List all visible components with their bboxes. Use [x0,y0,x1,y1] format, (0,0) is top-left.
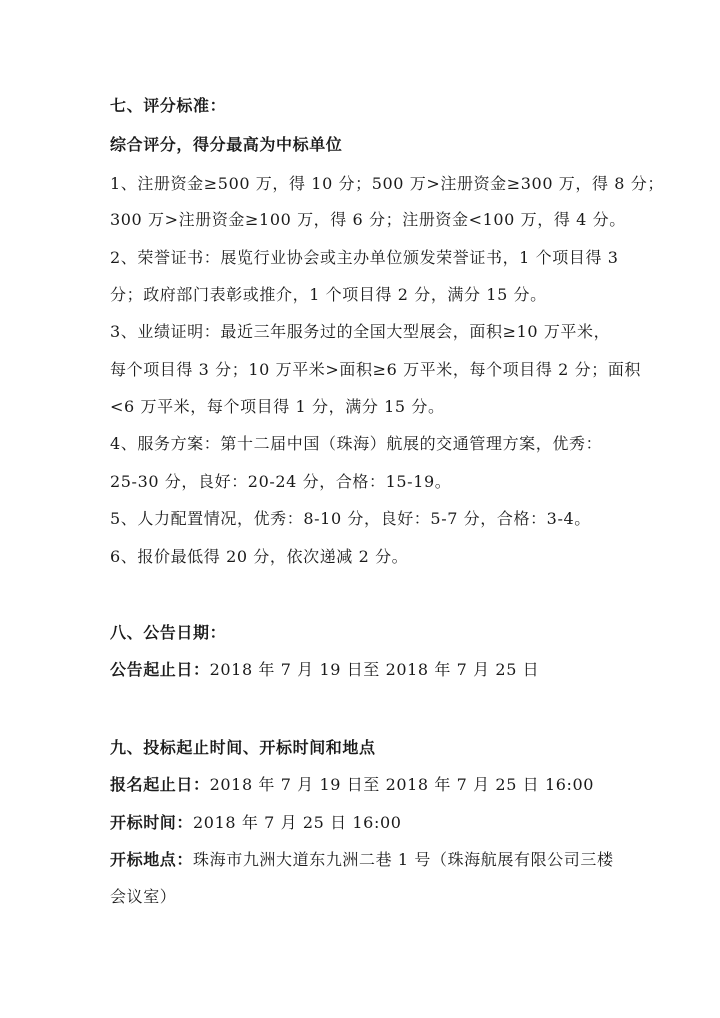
scoring-line-6: 每个项目得 3 分；10 万平米>面积≥6 万平米，每个项目得 2 分；面积 [110,360,642,379]
scoring-line-11: 6、报价最低得 20 分，依次递减 2 分。 [110,547,409,566]
scoring-line-10: 5、人力配置情况，优秀：8-10 分，良好：5-7 分，合格：3-4。 [110,509,591,528]
section-8-heading: 八、公告日期： [110,623,227,642]
scoring-line-5: 3、业绩证明：最近三年服务过的全国大型展会，面积≥10 万平米， [110,322,611,341]
bid-opening-time-label: 开标时间： [110,813,194,832]
section-7-subheading: 综合评分，得分最高为中标单位 [110,135,343,154]
bid-opening-time [110,813,402,833]
scoring-line-7: <6 万平米，每个项目得 1 分，满分 15 分。 [110,397,445,416]
scoring-line-2: 300 万>注册资金≥100 万，得 6 分；注册资金<100 万，得 4 分。 [110,210,626,229]
bid-opening-location-value: 珠海市九洲大道东九洲二巷 1 号（珠海航展有限公司三楼 [193,850,614,869]
section-7-heading: 七、评分标准： [110,96,227,115]
scoring-line-4: 分；政府部门表彰或推介，1 个项目得 2 分，满分 15 分。 [110,285,547,304]
bid-opening-location-label: 开标地点： [110,850,194,869]
scoring-line-3: 2、荣誉证书：展览行业协会或主办单位颁发荣誉证书，1 个项目得 3 [110,248,619,267]
bid-opening-time-value: 2018 年 7 月 25 日 16:00 [193,813,402,832]
announcement-period [110,660,539,680]
registration-period-value: 2018 年 7 月 19 日至 2018 年 7 月 25 日 16:00 [209,775,595,794]
bid-opening-location [110,850,614,870]
registration-period-label: 报名起止日： [110,775,210,794]
registration-period [110,775,594,795]
bid-opening-location-continued: 会议室） [110,887,177,906]
announcement-period-value: 2018 年 7 月 19 日至 2018 年 7 月 25 日 [209,660,540,679]
scoring-line-9: 25-30 分，良好：20-24 分，合格：15-19。 [110,472,452,491]
announcement-period-label: 公告起止日： [110,660,210,679]
section-9-heading: 九、投标起止时间、开标时间和地点 [110,738,376,757]
scoring-line-8: 4、服务方案：第十二届中国（珠海）航展的交通管理方案，优秀： [110,434,603,453]
scoring-line-1: 1、注册资金≥500 万，得 10 分；500 万>注册资金≥300 万，得 8 分； [110,174,664,193]
